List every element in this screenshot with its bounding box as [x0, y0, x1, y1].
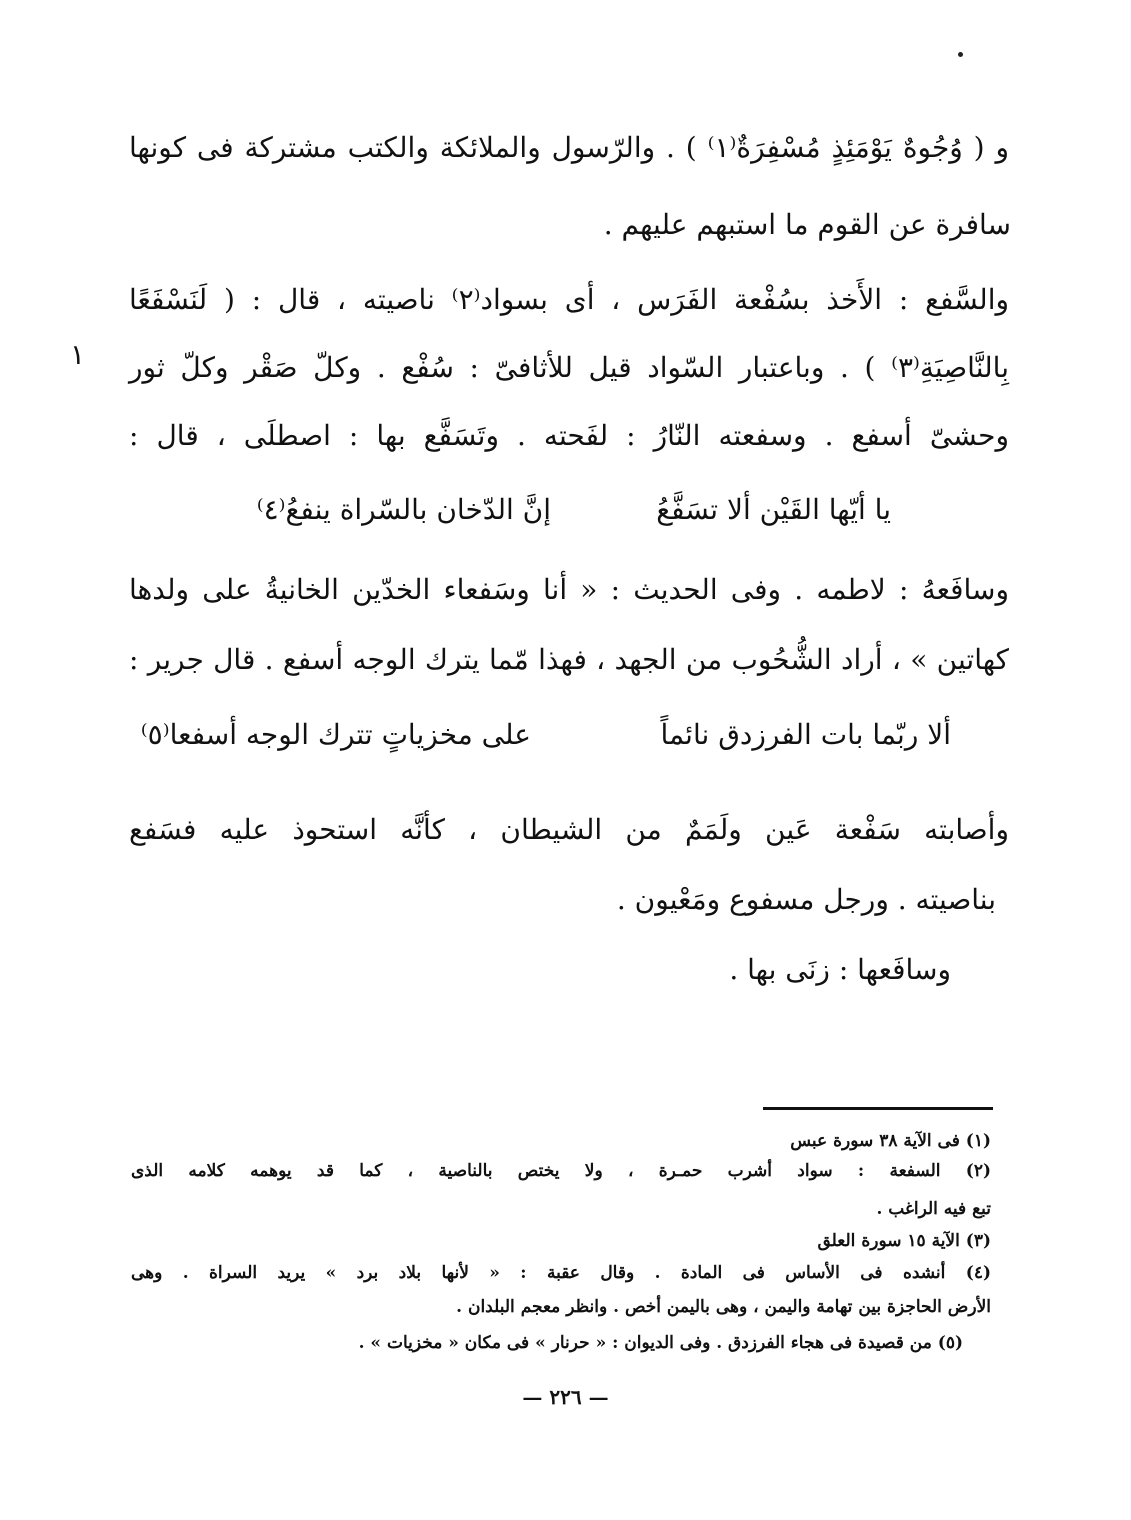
verse-2-first-hemistich: ألا ربّما بات الفرزدق نائماً: [660, 718, 951, 751]
body-line-10: وسافَعها : زنَى بها .: [729, 953, 951, 986]
body-line-6: وسافَعهُ : لاطمه . وفى الحديث : « أنا وسَفعاء الخدّين الخانيةُ على ولدها: [129, 573, 1009, 606]
ink-speck: [958, 52, 963, 57]
body-line-3: والسَّفع : الأَخذ بسُفْعة الفَرَس ، أى بسواد⁽٢⁾ ناصيته ، قال : ( لَنَسْفَعًا: [129, 283, 1009, 316]
footnote-2-continued: تبع فيه الراغب .: [876, 1199, 991, 1219]
footnote-5: (٥) من قصيدة فى هجاء الفرزدق . وفى الديوان : « حرنار » فى مكان « مخزيات » .: [358, 1333, 963, 1353]
verse-2-second-hemistich: على مخزياتٍ تترك الوجه أسفعا⁽٥⁾: [140, 718, 531, 751]
footnote-3: (٣) الآية ١٥ سورة العلق: [817, 1231, 991, 1251]
margin-number: ١: [70, 338, 86, 371]
verse-1-first-hemistich: يا أيّها القَيْن ألا تسَفَّعُ: [656, 493, 891, 526]
body-line-9: بناصيته . ورجل مسفوع ومَعْيون .: [616, 883, 996, 916]
footnote-4: (٤) أنشده فى الأساس فى المادة . وقال عقبة : « لأنها بلاد برد » يريد السراة . وهى: [131, 1263, 991, 1283]
body-line-2: سافرة عن القوم ما استبهم عليهم .: [603, 208, 1011, 241]
page-number: — ٢٢٦ —: [522, 1385, 609, 1409]
footnote-separator: [763, 1107, 993, 1110]
footnote-4-continued: الأرض الحاجزة بين تهامة واليمن ، وهى باليمن أخص . وانظر معجم البلدان .: [456, 1297, 991, 1317]
footnote-2: (٢) السفعة : سواد أشرب حمـرة ، ولا يختص بالناصية ، كما قد يوهمه كلامه الذى: [131, 1161, 991, 1181]
verse-1-second-hemistich: إنَّ الدّخان بالسّراة ينفعُ⁽٤⁾: [256, 493, 551, 526]
body-line-8: وأصابته سَفْعة عَين ولَمَمٌ من الشيطان ، كأنَّه استحوذ عليه فسَفع: [129, 813, 1009, 846]
body-line-1: و ( وُجُوهٌ يَوْمَئِذٍ مُسْفِرَةٌ⁽١⁾ ) . والرّسول والملائكة والكتب مشتركة فى كونها: [129, 131, 1009, 164]
body-line-5: وحشىّ أسفع . وسفعته النّارُ : لفَحته . وتَسَفَّع بها : اصطلَى ، قال :: [129, 419, 1009, 452]
body-line-4: بِالنَّاصِيَةِ⁽٣⁾ ) . وباعتبار السّواد قيل للأثافىّ : سُفْع . وكلّ صَقْر وكلّ ثور: [129, 351, 1009, 384]
body-line-7: كهاتين » ، أراد الشُّحُوب من الجهد ، فهذا مّما يترك الوجه أسفع . قال جرير :: [129, 643, 1009, 676]
footnote-1: (١) فى الآية ٣٨ سورة عبس: [790, 1131, 991, 1151]
